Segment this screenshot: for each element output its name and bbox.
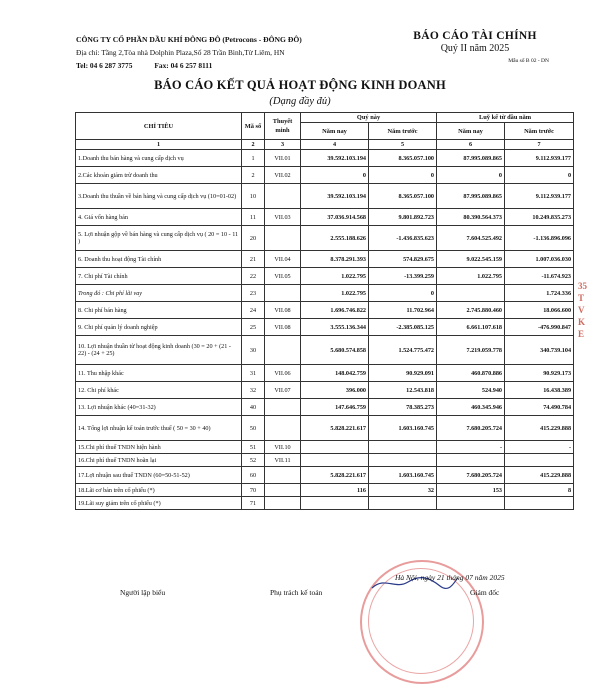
table-row xyxy=(76,454,574,467)
cell-quarter-this-year: 147.646.759 xyxy=(301,399,369,416)
cell-quarter-this-year: 5.828.221.617 xyxy=(301,416,369,441)
cell-ytd-this-year xyxy=(437,497,505,510)
row-note xyxy=(265,184,301,209)
table-row xyxy=(76,336,574,365)
edge-red-stamp: 35 T V K E xyxy=(578,281,587,339)
cell-ytd-this-year: 80.390.564.373 xyxy=(437,209,505,226)
sig-chief-accountant: Phụ trách kế toán xyxy=(270,588,323,597)
cell-quarter-last-year: 1.524.775.472 xyxy=(369,336,437,365)
cell-ytd-last-year: 340.739.104 xyxy=(505,336,574,365)
cell-quarter-last-year xyxy=(369,497,437,510)
table-row xyxy=(76,441,574,454)
row-note: VII.11 xyxy=(265,454,301,467)
cell-quarter-last-year xyxy=(369,441,437,454)
cell-quarter-last-year: 78.385.273 xyxy=(369,399,437,416)
index-row xyxy=(76,140,574,150)
row-note: VII.03 xyxy=(265,209,301,226)
cell-quarter-last-year: 574.829.675 xyxy=(369,251,437,268)
cell-quarter-this-year: 39.592.103.194 xyxy=(301,184,369,209)
cell-ytd-this-year: 1.022.795 xyxy=(437,268,505,285)
company-header xyxy=(76,33,376,72)
cell-ytd-last-year: -476.990.847 xyxy=(505,319,574,336)
cell-quarter-last-year: 0 xyxy=(369,167,437,184)
row-code: 24 xyxy=(242,302,265,319)
cell-quarter-this-year: 5.828.221.617 xyxy=(301,467,369,484)
cell-ytd-this-year: 7.680.205.724 xyxy=(437,416,505,441)
row-code: 2 xyxy=(242,167,265,184)
row-label: 5. Lợi nhuận gộp về bán hàng và cung cấp dịch vụ ( 20 = 10 - 11 ) xyxy=(76,226,242,251)
cell-ytd-this-year: 2.745.880.460 xyxy=(437,302,505,319)
cell-quarter-last-year xyxy=(369,454,437,467)
cell-quarter-this-year: 1.696.746.822 xyxy=(301,302,369,319)
cell-ytd-last-year xyxy=(505,497,574,510)
row-label: 4. Giá vốn hàng bán xyxy=(76,209,242,226)
cell-quarter-last-year: 9.801.892.723 xyxy=(369,209,437,226)
row-note xyxy=(265,336,301,365)
row-note xyxy=(265,285,301,302)
cell-quarter-this-year xyxy=(301,441,369,454)
table-row xyxy=(76,497,574,510)
cell-ytd-this-year xyxy=(437,454,505,467)
cell-ytd-last-year: -11.674.923 xyxy=(505,268,574,285)
cell-quarter-last-year: 8.365.057.100 xyxy=(369,150,437,167)
cell-ytd-this-year: 9.022.545.159 xyxy=(437,251,505,268)
cell-ytd-last-year: 9.112.939.177 xyxy=(505,150,574,167)
table-row xyxy=(76,251,574,268)
table-row xyxy=(76,467,574,484)
row-label: Trong đó : Chi phí lãi vay xyxy=(76,285,242,302)
cell-ytd-last-year xyxy=(505,454,574,467)
index-cell: 7 xyxy=(505,140,574,150)
row-code: 31 xyxy=(242,365,265,382)
cell-quarter-this-year: 1.022.795 xyxy=(301,268,369,285)
row-label: 1.Doanh thu bán hàng và cung cấp dịch vụ xyxy=(76,150,242,167)
col-quy-nam-nay: Năm nay xyxy=(301,123,369,140)
cell-ytd-last-year: 8 xyxy=(505,484,574,497)
row-code: 10 xyxy=(242,184,265,209)
company-name: CÔNG TY CỔ PHẦN DẦU KHÍ ĐÔNG ĐÔ (Petrocons - ĐÔNG ĐÔ) xyxy=(76,35,302,44)
row-label: 16.Chi phí thuế TNDN hoãn lại xyxy=(76,454,242,467)
row-label: 18.Lãi cơ bản trên cổ phiếu (*) xyxy=(76,484,242,497)
cell-ytd-last-year: - xyxy=(505,441,574,454)
cell-quarter-this-year: 0 xyxy=(301,167,369,184)
report-title: BÁO CÁO TÀI CHÍNH xyxy=(413,30,537,42)
row-label: 15.Chi phí thuế TNDN hiện hành xyxy=(76,441,242,454)
cell-quarter-last-year: 11.702.964 xyxy=(369,302,437,319)
cell-quarter-last-year: 12.543.818 xyxy=(369,382,437,399)
cell-ytd-last-year: 1.724.336 xyxy=(505,285,574,302)
index-cell: 1 xyxy=(76,140,242,150)
table-row xyxy=(76,399,574,416)
table-row xyxy=(76,416,574,441)
col-group-luy-ke: Luỹ kế từ đầu năm xyxy=(437,113,574,123)
table-body xyxy=(76,140,574,510)
cell-quarter-last-year: -2.385.085.125 xyxy=(369,319,437,336)
row-code: 40 xyxy=(242,399,265,416)
row-label: 12. Chi phí khác xyxy=(76,382,242,399)
row-label: 11. Thu nhập khác xyxy=(76,365,242,382)
table-row xyxy=(76,382,574,399)
table-row xyxy=(76,150,574,167)
row-code: 25 xyxy=(242,319,265,336)
row-code: 71 xyxy=(242,497,265,510)
col-quy-nam-truoc: Năm trước xyxy=(369,123,437,140)
company-contacts xyxy=(76,59,376,72)
row-note: VII.08 xyxy=(265,302,301,319)
row-code: 11 xyxy=(242,209,265,226)
row-note: VII.08 xyxy=(265,319,301,336)
row-label: 3.Doanh thu thuần về bán hàng và cung cấp dịch vụ (10=01-02) xyxy=(76,184,242,209)
table-row xyxy=(76,365,574,382)
row-label: 6. Doanh thu hoạt động Tài chính xyxy=(76,251,242,268)
col-group-quy-nay: Quý này xyxy=(301,113,437,123)
cell-ytd-this-year: 524.940 xyxy=(437,382,505,399)
col-chi-tieu: CHỈ TIÊU xyxy=(76,113,242,140)
cell-ytd-this-year: 87.995.089.865 xyxy=(437,150,505,167)
row-note xyxy=(265,467,301,484)
row-note: VII.05 xyxy=(265,268,301,285)
row-code: 30 xyxy=(242,336,265,365)
row-label: 2.Các khoản giảm trừ doanh thu xyxy=(76,167,242,184)
form-code: Mẫu số B 02 - DN xyxy=(508,58,549,64)
row-code: 51 xyxy=(242,441,265,454)
cell-ytd-last-year: 74.490.784 xyxy=(505,399,574,416)
cell-ytd-last-year: 1.007.036.030 xyxy=(505,251,574,268)
cell-ytd-this-year: 153 xyxy=(437,484,505,497)
row-note: VII.07 xyxy=(265,382,301,399)
report-period: Quý II năm 2025 xyxy=(440,43,510,54)
cell-ytd-this-year: 6.661.107.618 xyxy=(437,319,505,336)
row-label: 13. Lợi nhuận khác (40=31-32) xyxy=(76,399,242,416)
cell-ytd-last-year: 0 xyxy=(505,167,574,184)
index-cell: 5 xyxy=(369,140,437,150)
cell-quarter-this-year: 3.555.136.344 xyxy=(301,319,369,336)
cell-quarter-this-year: 8.378.291.393 xyxy=(301,251,369,268)
header-row-1 xyxy=(76,113,574,123)
col-luy-nam-truoc: Năm trước xyxy=(505,123,574,140)
cell-ytd-last-year: 10.249.835.273 xyxy=(505,209,574,226)
cell-quarter-last-year: 90.929.091 xyxy=(369,365,437,382)
footer-date: Hà Nội, ngày 21 tháng 07 năm 2025 xyxy=(395,573,505,582)
cell-ytd-this-year xyxy=(437,285,505,302)
cell-quarter-this-year: 5.680.574.858 xyxy=(301,336,369,365)
cell-ytd-this-year: - xyxy=(437,441,505,454)
row-code: 52 xyxy=(242,454,265,467)
row-code: 32 xyxy=(242,382,265,399)
row-note xyxy=(265,399,301,416)
row-label: 8. Chi phí bán hàng xyxy=(76,302,242,319)
cell-quarter-last-year: 32 xyxy=(369,484,437,497)
cell-ytd-this-year: 0 xyxy=(437,167,505,184)
row-note: VII.02 xyxy=(265,167,301,184)
row-code: 20 xyxy=(242,226,265,251)
cell-quarter-this-year: 2.555.188.626 xyxy=(301,226,369,251)
income-statement-table xyxy=(75,112,574,510)
cell-quarter-this-year: 1.022.795 xyxy=(301,285,369,302)
cell-ytd-this-year: 7.680.205.724 xyxy=(437,467,505,484)
cell-ytd-last-year: 415.229.888 xyxy=(505,467,574,484)
row-code: 70 xyxy=(242,484,265,497)
cell-ytd-this-year: 7.219.059.778 xyxy=(437,336,505,365)
cell-quarter-this-year: 37.036.914.568 xyxy=(301,209,369,226)
cell-ytd-this-year: 87.995.089.865 xyxy=(437,184,505,209)
row-note xyxy=(265,484,301,497)
cell-ytd-this-year: 460.345.946 xyxy=(437,399,505,416)
cell-ytd-this-year: 460.870.886 xyxy=(437,365,505,382)
row-note xyxy=(265,497,301,510)
col-luy-nam-nay: Năm nay xyxy=(437,123,505,140)
company-fax: Fax: 04 6 257 8111 xyxy=(154,61,213,70)
table-row xyxy=(76,184,574,209)
row-label: 10. Lợi nhuận thuần từ hoạt động kinh doanh (30 = 20 + (21 - 22) - (24 + 25) xyxy=(76,336,242,365)
table-row xyxy=(76,285,574,302)
row-label: 14. Tổng lợi nhuận kế toán trước thuế ( 50 = 30 + 40) xyxy=(76,416,242,441)
table-row xyxy=(76,226,574,251)
table-row xyxy=(76,319,574,336)
row-code: 22 xyxy=(242,268,265,285)
row-note xyxy=(265,416,301,441)
cell-ytd-last-year: 415.229.888 xyxy=(505,416,574,441)
table-row xyxy=(76,484,574,497)
index-cell: 4 xyxy=(301,140,369,150)
sig-preparer: Người lập biểu xyxy=(120,588,166,597)
row-note: VII.04 xyxy=(265,251,301,268)
cell-quarter-last-year: -1.436.835.623 xyxy=(369,226,437,251)
table-row xyxy=(76,209,574,226)
document-subtitle: (Dạng đầy đủ) xyxy=(269,96,331,107)
index-cell: 3 xyxy=(265,140,301,150)
sig-director: Giám đốc xyxy=(470,588,500,597)
row-code: 50 xyxy=(242,416,265,441)
company-phone: Tel: 04 6 287 3775 xyxy=(76,61,133,70)
cell-ytd-last-year: 18.066.600 xyxy=(505,302,574,319)
cell-quarter-last-year: 8.365.057.100 xyxy=(369,184,437,209)
col-thuyet-minh: Thuyết minh xyxy=(265,113,301,140)
row-note: VII.01 xyxy=(265,150,301,167)
row-code: 60 xyxy=(242,467,265,484)
cell-ytd-this-year: 7.604.525.492 xyxy=(437,226,505,251)
col-ma-so: Mã số xyxy=(242,113,265,140)
row-code: 21 xyxy=(242,251,265,268)
table-row xyxy=(76,302,574,319)
cell-quarter-this-year: 39.592.103.194 xyxy=(301,150,369,167)
cell-quarter-this-year xyxy=(301,497,369,510)
cell-quarter-last-year: -13.399.259 xyxy=(369,268,437,285)
report-header xyxy=(395,30,555,64)
row-label: 19.Lãi suy giảm trên cổ phiếu (*) xyxy=(76,497,242,510)
cell-quarter-last-year: 1.603.160.745 xyxy=(369,416,437,441)
cell-quarter-last-year: 1.603.160.745 xyxy=(369,467,437,484)
row-note: VII.10 xyxy=(265,441,301,454)
row-label: 9. Chi phí quản lý doanh nghiệp xyxy=(76,319,242,336)
cell-quarter-last-year: 0 xyxy=(369,285,437,302)
table-row xyxy=(76,167,574,184)
cell-ytd-last-year: 90.929.173 xyxy=(505,365,574,382)
row-note: VII.06 xyxy=(265,365,301,382)
cell-ytd-last-year: 16.438.389 xyxy=(505,382,574,399)
row-code: 1 xyxy=(242,150,265,167)
cell-quarter-this-year: 148.042.759 xyxy=(301,365,369,382)
row-code: 23 xyxy=(242,285,265,302)
row-label: 7. Chi phí Tài chính xyxy=(76,268,242,285)
index-cell: 6 xyxy=(437,140,505,150)
cell-quarter-this-year: 396.000 xyxy=(301,382,369,399)
cell-ytd-last-year: 9.112.939.177 xyxy=(505,184,574,209)
document-title: BÁO CÁO KẾT QUẢ HOẠT ĐỘNG KINH DOANH xyxy=(154,78,446,92)
cell-quarter-this-year: 116 xyxy=(301,484,369,497)
cell-quarter-this-year xyxy=(301,454,369,467)
company-address: Địa chỉ: Tầng 2,Tòa nhà Dolphin Plaza,Số 28 Trần Bình,Từ Liêm, HN xyxy=(76,48,285,57)
index-cell: 2 xyxy=(242,140,265,150)
row-label: 17.Lợi nhuận sau thuế TNDN (60=50-51-52) xyxy=(76,467,242,484)
table-row xyxy=(76,268,574,285)
cell-ytd-last-year: -1.136.896.096 xyxy=(505,226,574,251)
row-note xyxy=(265,226,301,251)
